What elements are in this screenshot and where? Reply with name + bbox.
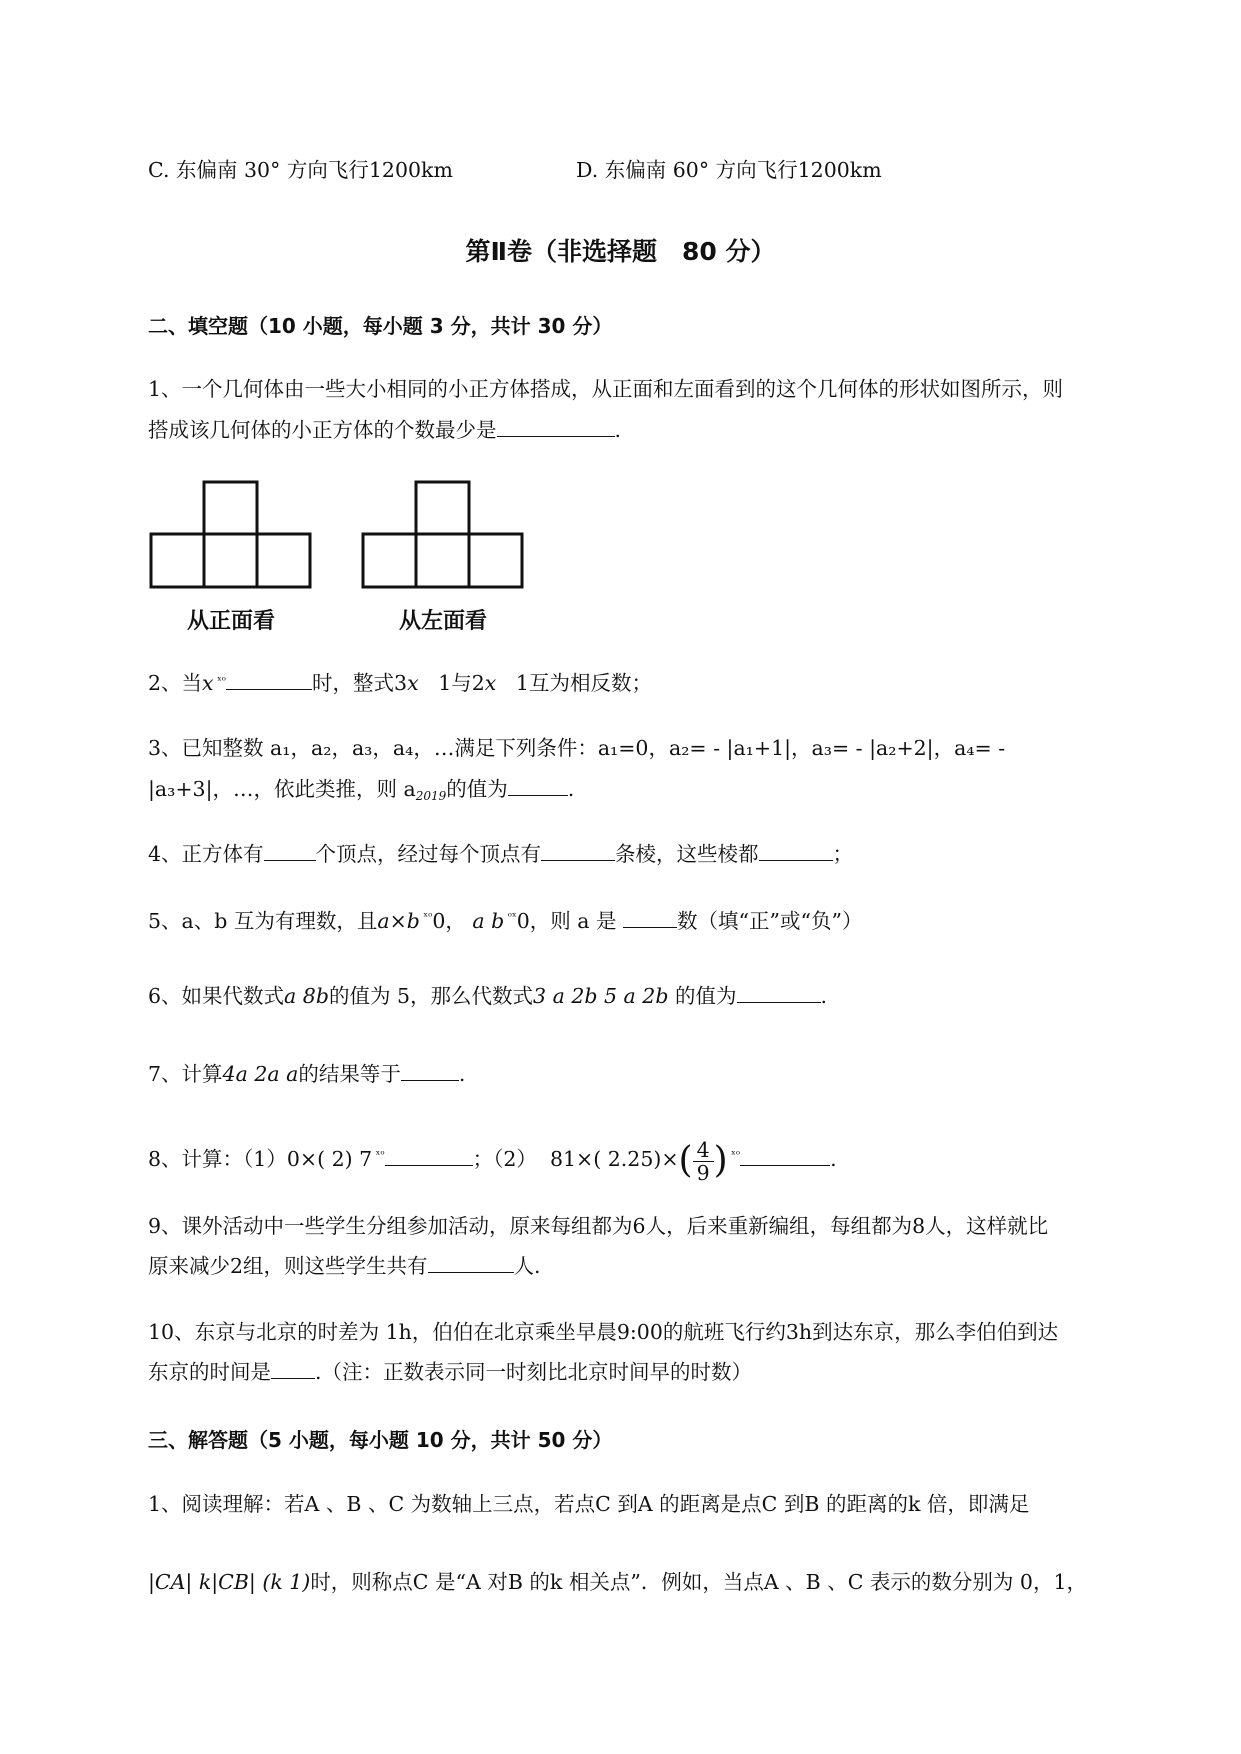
answer-blank bbox=[385, 1145, 473, 1166]
q8-line: 8、计算：（1）0×( 2) 7 $^{ˣᵒ}$ ；（2） 81×( 2.25)×( $\frac{4}{9}$ ) $^{ˣᵒ}$ . bbox=[148, 1138, 837, 1185]
q4-text-a: 4、正方体有 bbox=[148, 842, 264, 866]
answer-blank bbox=[226, 669, 312, 690]
q8-frac-num: 4 bbox=[693, 1139, 714, 1162]
left-view-label: 从左面看 bbox=[398, 609, 487, 634]
q5-expr2: a b bbox=[472, 909, 505, 933]
q4-text-d: ； bbox=[832, 842, 854, 866]
q5-text-d: 数（填“正”或“负”） bbox=[677, 909, 863, 933]
q8-text-a: 8、计算：（1） bbox=[148, 1147, 287, 1171]
s3-q1-text: 时，则称点C 是“A 对B 的k 相关点”．例如，当点A 、B 、C 表示的数分别为 0，1， bbox=[310, 1570, 1088, 1594]
q2-text-b: 时，整式3 bbox=[312, 671, 408, 695]
answer-blank bbox=[759, 840, 833, 861]
q1-line2 bbox=[148, 416, 621, 444]
q7-line bbox=[148, 1060, 465, 1088]
answer-blank bbox=[737, 982, 821, 1003]
q8-frac-den: 9 bbox=[696, 1161, 710, 1185]
front-view-label: 从正面看 bbox=[186, 609, 275, 634]
answer-blank bbox=[508, 775, 568, 796]
q5-text-a: 5、a、b 互为有理数，且 bbox=[148, 909, 378, 933]
option-c: C. 东偏南 30° 方向飞行1200km bbox=[148, 158, 453, 182]
q5-text-b: 0， bbox=[432, 909, 466, 933]
front-view-figure bbox=[148, 474, 314, 634]
q10-line1: 10、东京与北京的时差为 1h，伯伯在北京乘坐早晨9:00的航班飞行约3h到达东京，那么李伯伯到达 bbox=[148, 1320, 1059, 1344]
q6-text-b: 的值为 5，那么代数式 bbox=[328, 984, 534, 1008]
q1-line1: 1、一个几何体由一些大小相同的小正方体搭成，从正面和左面看到的这个几何体的形状如图所示，则 bbox=[148, 377, 1064, 401]
q3-line1: 3、已知整数 a₁，a₂，a₃，a₄，…满足下列条件：a₁=0，a₂= - |a₁+1|，a₃= - |a₂+2|，a₄= - bbox=[148, 736, 1006, 760]
q2-text-c: 1与2 bbox=[438, 671, 485, 695]
q3-text-b: 的值为 bbox=[446, 777, 508, 801]
q9-text-b: 人. bbox=[513, 1254, 541, 1278]
q1-end: . bbox=[614, 418, 622, 442]
q7-text-b: 的结果等于 bbox=[298, 1062, 401, 1086]
part-title: 第Ⅱ卷（非选择题 80 分） bbox=[465, 237, 776, 266]
answer-blank bbox=[271, 1358, 315, 1379]
q3-subscript: 2019 bbox=[415, 789, 447, 803]
q2-var: x bbox=[202, 671, 214, 695]
front-view-drawing bbox=[148, 474, 314, 604]
q1-figures bbox=[148, 474, 568, 644]
q4-line bbox=[148, 840, 853, 868]
q10-text-b: .（注：正数表示同一时刻比北京时间早的时数） bbox=[315, 1360, 753, 1384]
q10-line2 bbox=[148, 1358, 752, 1386]
s3-q1-line2 bbox=[148, 1568, 1087, 1596]
section-2-heading: 二、填空题（10 小题，每小题 3 分，共计 30 分） bbox=[148, 314, 613, 338]
q6-line bbox=[148, 982, 827, 1010]
q6-expr1: a 8b bbox=[284, 984, 329, 1008]
q9-text-a: 原来减少2组，则这些学生共有 bbox=[148, 1254, 428, 1278]
s3-q1-expr: |CA| k|CB| (k 1) bbox=[148, 1570, 311, 1594]
q5-expr1: a×b bbox=[377, 909, 420, 933]
q8-expr1: 0×( 2) 7 bbox=[286, 1147, 373, 1171]
q6-text-c: 的值为 bbox=[675, 984, 737, 1008]
q5-text-c: 0，则 a 是 bbox=[516, 909, 624, 933]
q4-text-b: 个顶点，经过每个顶点有 bbox=[315, 842, 542, 866]
left-view-figure bbox=[360, 474, 526, 634]
q9-line2 bbox=[148, 1252, 541, 1280]
q3-end: . bbox=[567, 777, 575, 801]
answer-blank bbox=[264, 840, 316, 861]
q6-end: . bbox=[820, 984, 828, 1008]
q2-text-a: 2、当 bbox=[148, 671, 203, 695]
q9-line1: 9、课外活动中一些学生分组参加活动，原来每组都为6人，后来重新编组，每组都为8人，这样就比 bbox=[148, 1214, 1049, 1238]
q8-end: . bbox=[830, 1147, 837, 1171]
q6-expr2: 3 a 2b 5 a 2b bbox=[533, 984, 669, 1008]
s3-q1-line1: 1、阅读理解：若A 、B 、C 为数轴上三点，若点C 到A 的距离是点C 到B 的距离的k 倍，即满足 bbox=[148, 1492, 1030, 1516]
answer-blank bbox=[401, 1060, 459, 1081]
q7-expr: 4a 2a a bbox=[222, 1062, 299, 1086]
q1-text: 搭成该几何体的小正方体的个数最少是 bbox=[148, 418, 497, 442]
q5-line: 5、a、b 互为有理数，且a×b $^{ˣᵒ}$0， a b $^{ᵒˣ}$0，则 a 是 数（填“正”或“负”） bbox=[148, 909, 863, 933]
q6-text-a: 6、如果代数式 bbox=[148, 984, 285, 1008]
q8-expr2: 81×( 2.25)× bbox=[549, 1147, 679, 1171]
answer-blank bbox=[623, 907, 677, 928]
q4-text-c: 条棱，这些棱都 bbox=[615, 842, 759, 866]
answer-blank bbox=[740, 1145, 830, 1166]
q3-line2 bbox=[148, 775, 574, 810]
option-d: D. 东偏南 60° 方向飞行1200km bbox=[576, 158, 882, 182]
q2-line: 2、当x $^{ˣᵒ}$ 时，整式3x 1与2x 1互为相反数； bbox=[148, 671, 652, 695]
left-view-drawing bbox=[360, 474, 526, 604]
answer-blank bbox=[541, 840, 615, 861]
q8-fraction bbox=[693, 1139, 714, 1184]
q3-text-a: |a₃+3|，…，依此类推，则 a bbox=[148, 777, 416, 801]
answer-blank bbox=[428, 1252, 514, 1273]
q7-end: . bbox=[458, 1062, 466, 1086]
q10-text-a: 东京的时间是 bbox=[148, 1360, 271, 1384]
section-3-heading: 三、解答题（5 小题，每小题 10 分，共计 50 分） bbox=[148, 1428, 613, 1452]
q2-text-d: 1互为相反数； bbox=[515, 671, 652, 695]
q8-text-b: ；（2） bbox=[472, 1147, 537, 1171]
answer-blank bbox=[497, 416, 615, 437]
q7-text-a: 7、计算 bbox=[148, 1062, 223, 1086]
